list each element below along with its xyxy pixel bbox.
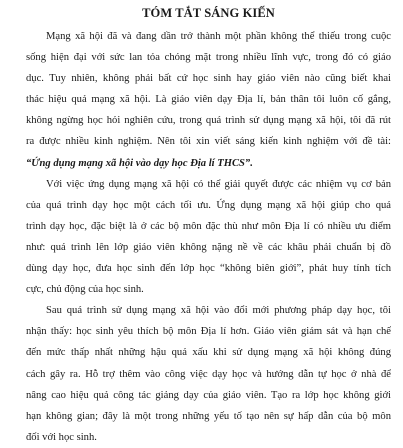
paragraph-3 — [26, 300, 391, 448]
text-line: cực, chủ động của học sinh. — [26, 284, 144, 296]
text-line: trình dạy học, đặc biệt là ở các bộ môn đặc thù như môn Địa lí có nhiều ưu điểm — [26, 220, 391, 232]
document-title: TÓM TẮT SÁNG KIẾN — [142, 6, 275, 20]
text-line: dùng dạy học, đưa học sinh đến lớp học “không biên giới”, phát huy tính tích — [26, 263, 391, 275]
text-line: nhận thấy: học sinh yêu thích bộ môn Địa lí hơn. Giáo viên giám sát và hạn chế — [26, 326, 391, 338]
topic-title: “Ứng dụng mạng xã hội vào dạy học Địa lí THCS”. — [26, 157, 253, 169]
text-line: đến mức thấp nhất những hậu quả xấu khi sử dụng mạng xã hội không đúng — [26, 347, 391, 359]
text-line: Sau quá trình sử dụng mạng xã hội vào đổi mới phương pháp dạy học, tôi — [46, 305, 391, 317]
text-line: thác hiệu quả mạng xã hội. Là giáo viên dạy Địa lí, bản thân tôi luôn cố gắng, — [26, 94, 391, 106]
paragraph-1 — [26, 26, 391, 174]
text-line: dục. Tuy nhiên, không phải bất cứ học sinh hay giáo viên nào cũng biết khai — [26, 73, 391, 85]
text-line: như: quá trình lên lớp giáo viên không nặng nề về các khâu phải chuẩn bị đồ — [26, 241, 391, 253]
text-line: đối với học sinh. — [26, 431, 97, 443]
paragraph-2 — [26, 174, 391, 301]
text-line: ra được nhiều kinh nghiệm. Nên tôi xin viết sáng kiến kinh nghiệm với đề tài: — [26, 136, 391, 148]
text-line: sống hiện đại với sức lan tỏa chóng mặt trong nhiều lĩnh vực, trong đó có giáo — [26, 52, 391, 64]
text-line: hạn không gian; đây là một trong những yếu tố tạo nên sự hấp dẫn của bộ môn — [26, 410, 391, 422]
text-line: của quá trình dạy học một cách tối ưu. Ứng dụng mạng xã hội giúp cho quá — [26, 199, 391, 211]
text-line: Mạng xã hội đã và đang dần trở thành một phần không thể thiếu trong cuộc — [46, 31, 391, 42]
text-line: cách gây ra. Hỗ trợ thêm vào công việc dạy học và hướng dẫn tự học ở nhà để — [26, 368, 391, 380]
text-line: nâng cao hiệu quả công tác giảng dạy của giáo viên. Tạo ra lớp học không giới — [26, 389, 391, 401]
text-line: Với việc ứng dụng mạng xã hội có thể giải quyết được các nhiệm vụ cơ bản — [46, 178, 391, 190]
text-line: không ngừng học hỏi nghiên cứu, trong quá trình sử dụng mạng xã hội, tôi đã rút — [26, 115, 391, 127]
